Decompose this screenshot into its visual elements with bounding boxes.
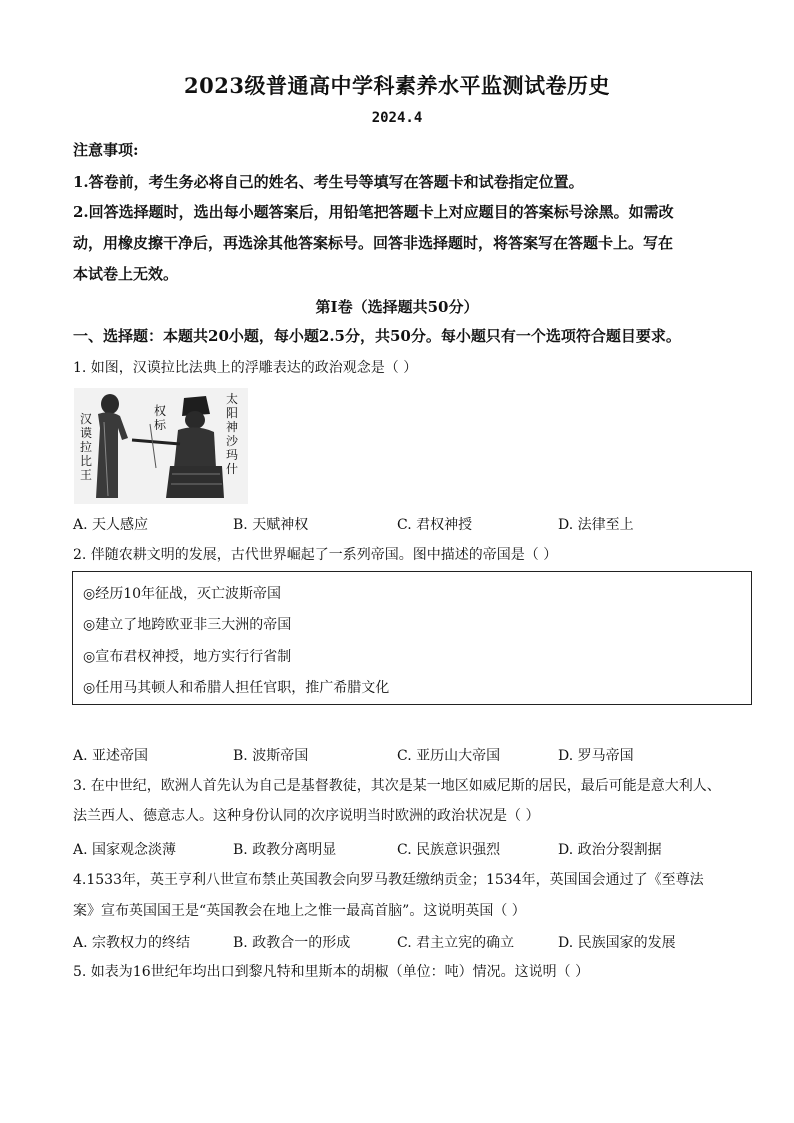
notice-heading: 注意事项: bbox=[73, 141, 139, 159]
section-title: 第Ⅰ卷（选择题共50分） bbox=[315, 298, 479, 316]
notice-item: 1.答卷前，考生务必将自己的姓名、考生号等填写在答题卡和试卷指定位置。 bbox=[73, 173, 584, 191]
question-3-option-b[interactable]: B. 政教分离明显 bbox=[233, 842, 337, 858]
relief-label-hammurabi: 汉谟拉比王 bbox=[80, 412, 93, 482]
question-5-stem: 5. 如表为16世纪年均出口到黎凡特和里斯本的胡椒（单位：吨）情况。这说明（ ） bbox=[73, 964, 590, 980]
question-4-stem: 4.1533年，英王亨利八世宣布禁止英国教会向罗马教廷缴纳贡金；1534年，英国国会通过了《至尊法 bbox=[73, 872, 704, 888]
info-box-line: ◎宣布君权神授，地方实行行省制 bbox=[83, 649, 292, 665]
question-4-option-d[interactable]: D. 民族国家的发展 bbox=[558, 935, 676, 951]
relief-label-shamash: 太阳神沙玛什 bbox=[226, 392, 239, 476]
question-2-option-b[interactable]: B. 波斯帝国 bbox=[233, 748, 309, 764]
question-1-stem: 1. 如图，汉谟拉比法典上的浮雕表达的政治观念是（ ） bbox=[73, 360, 418, 376]
question-3-stem: 法兰西人、德意志人。这种身份认同的次序说明当时欧洲的政治状况是（ ） bbox=[73, 808, 540, 824]
hammurabi-relief-image bbox=[74, 388, 248, 504]
notice-item: 本试卷上无效。 bbox=[73, 265, 179, 283]
question-3-stem: 3. 在中世纪，欧洲人首先认为自己是基督教徒，其次是某一地区如威尼斯的居民，最后可能是意大利人、 bbox=[73, 778, 721, 794]
question-1-option-d[interactable]: D. 法律至上 bbox=[558, 517, 634, 533]
question-4-option-b[interactable]: B. 政教合一的形成 bbox=[233, 935, 351, 951]
question-3-option-c[interactable]: C. 民族意识强烈 bbox=[397, 842, 501, 858]
info-box-line: ◎经历10年征战，灭亡波斯帝国 bbox=[83, 586, 282, 602]
exam-date: 2024.4 bbox=[371, 110, 423, 126]
question-1-option-a[interactable]: A. 天人感应 bbox=[73, 517, 149, 533]
notice-item: 动，用橡皮擦干净后，再选涂其他答案标号。回答非选择题时，将答案写在答题卡上。写在 bbox=[73, 234, 674, 252]
question-4-option-a[interactable]: A. 宗教权力的终结 bbox=[73, 935, 191, 951]
question-3-option-a[interactable]: A. 国家观念淡薄 bbox=[73, 842, 177, 858]
question-4-stem: 案》宣布英国国王是“英国教会在地上之惟一最高首脑”。这说明英国（ ） bbox=[73, 903, 526, 919]
question-4-option-c[interactable]: C. 君主立宪的确立 bbox=[397, 935, 515, 951]
section-instruction: 一、选择题：本题共20小题，每小题2.5分，共50分。每小题只有一个选项符合题目要求。 bbox=[73, 327, 681, 345]
question-3-option-d[interactable]: D. 政治分裂割据 bbox=[558, 842, 662, 858]
question-1-option-c[interactable]: C. 君权神授 bbox=[397, 517, 473, 533]
question-2-option-d[interactable]: D. 罗马帝国 bbox=[558, 748, 634, 764]
question-1-option-b[interactable]: B. 天赋神权 bbox=[233, 517, 309, 533]
question-2-option-c[interactable]: C. 亚历山大帝国 bbox=[397, 748, 501, 764]
info-box-line: ◎建立了地跨欧亚非三大洲的帝国 bbox=[83, 617, 292, 633]
question-2-stem: 2. 伴随农耕文明的发展，古代世界崛起了一系列帝国。图中描述的帝国是（ ） bbox=[73, 547, 558, 563]
relief-label-staff: 权标 bbox=[154, 404, 167, 432]
info-box-line: ◎任用马其顿人和希腊人担任官职，推广希腊文化 bbox=[83, 680, 390, 696]
notice-item: 2.回答选择题时，选出每小题答案后，用铅笔把答题卡上对应题目的答案标号涂黑。如需改 bbox=[73, 203, 674, 221]
page-title: 2023级普通高中学科素养水平监测试卷历史 bbox=[184, 73, 610, 98]
question-2-option-a[interactable]: A. 亚述帝国 bbox=[73, 748, 149, 764]
